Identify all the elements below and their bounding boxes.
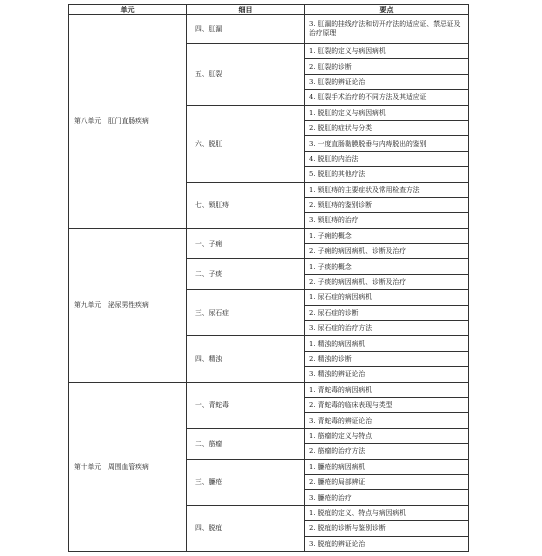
topic-cell: 四、肛漏 [187, 15, 305, 44]
point-cell: 2. 子痰的病因病机、诊断及治疗 [305, 274, 469, 289]
point-cell: 1. 子痰的概念 [305, 259, 469, 274]
point-cell: 2. 肛裂的诊断 [305, 59, 469, 74]
topic-cell: 三、臁疮 [187, 459, 305, 505]
point-cell: 1. 筋瘤的定义与特点 [305, 428, 469, 443]
unit-cell: 第九单元 泌尿男性疾病 [69, 228, 187, 382]
point-cell: 3. 脱疽的辨证论治 [305, 536, 469, 551]
topic-cell: 五、肛裂 [187, 44, 305, 106]
point-cell: 1. 脱肛的定义与病因病机 [305, 105, 469, 120]
topic-cell: 一、青蛇毒 [187, 382, 305, 428]
point-cell: 2. 锁肛痔的鉴别诊断 [305, 197, 469, 212]
header-points: 要点 [305, 5, 469, 15]
point-cell: 3. 锁肛痔的治疗 [305, 213, 469, 228]
syllabus-table [68, 4, 469, 552]
header-row [69, 5, 469, 15]
syllabus-sheet [68, 4, 468, 552]
point-cell: 1. 脱疽的定义、特点与病因病机 [305, 505, 469, 520]
header-topic: 细目 [187, 5, 305, 15]
point-cell: 3. 臁疮的治疗 [305, 490, 469, 505]
point-cell: 1. 青蛇毒的病因病机 [305, 382, 469, 397]
point-cell: 2. 筋瘤的治疗方法 [305, 444, 469, 459]
point-cell: 3. 尿石症的治疗方法 [305, 321, 469, 336]
topic-cell: 六、脱肛 [187, 105, 305, 182]
point-cell: 2. 臁疮的局部辨证 [305, 474, 469, 489]
topic-cell: 二、子痰 [187, 259, 305, 290]
table-row [69, 382, 469, 397]
point-cell: 3. 一度直肠黏膜脱垂与内痔脱出的鉴别 [305, 136, 469, 151]
topic-cell: 三、尿石症 [187, 290, 305, 336]
point-cell: 2. 子痈的病因病机、诊断及治疗 [305, 244, 469, 259]
point-cell: 5. 脱肛的其他疗法 [305, 167, 469, 182]
point-cell: 2. 脱疽的诊断与鉴别诊断 [305, 521, 469, 536]
point-cell: 3. 青蛇毒的辨证论治 [305, 413, 469, 428]
topic-cell: 七、锁肛痔 [187, 182, 305, 228]
point-cell: 1. 肛裂的定义与病因病机 [305, 44, 469, 59]
table-row [69, 228, 469, 243]
table-body [69, 15, 469, 552]
point-cell: 1. 尿石症的病因病机 [305, 290, 469, 305]
point-cell: 3. 肛裂的辨证论治 [305, 74, 469, 89]
point-cell: 1. 精浊的病因病机 [305, 336, 469, 351]
point-cell: 2. 脱肛的症状与分类 [305, 120, 469, 135]
topic-cell: 二、筋瘤 [187, 428, 305, 459]
point-cell: 3. 肛漏的挂线疗法和切开疗法的适应证、禁忌证及治疗原理 [305, 15, 469, 44]
point-cell: 1. 锁肛痔的主要症状及常用检查方法 [305, 182, 469, 197]
point-cell: 4. 肛裂手术治疗的不同方法及其适应证 [305, 90, 469, 105]
point-cell: 1. 子痈的概念 [305, 228, 469, 243]
unit-cell: 第十单元 周围血管疾病 [69, 382, 187, 551]
point-cell: 2. 尿石症的诊断 [305, 305, 469, 320]
topic-cell: 四、脱疽 [187, 505, 305, 551]
topic-cell: 四、精浊 [187, 336, 305, 382]
point-cell: 2. 青蛇毒的临床表现与类型 [305, 397, 469, 412]
point-cell: 3. 精浊的辨证论治 [305, 367, 469, 382]
topic-cell: 一、子痈 [187, 228, 305, 259]
point-cell: 2. 精浊的诊断 [305, 351, 469, 366]
table-row [69, 15, 469, 44]
unit-cell: 第八单元 肛门直肠疾病 [69, 15, 187, 229]
header-unit: 单元 [69, 5, 187, 15]
point-cell: 1. 臁疮的病因病机 [305, 459, 469, 474]
point-cell: 4. 脱肛的内治法 [305, 151, 469, 166]
